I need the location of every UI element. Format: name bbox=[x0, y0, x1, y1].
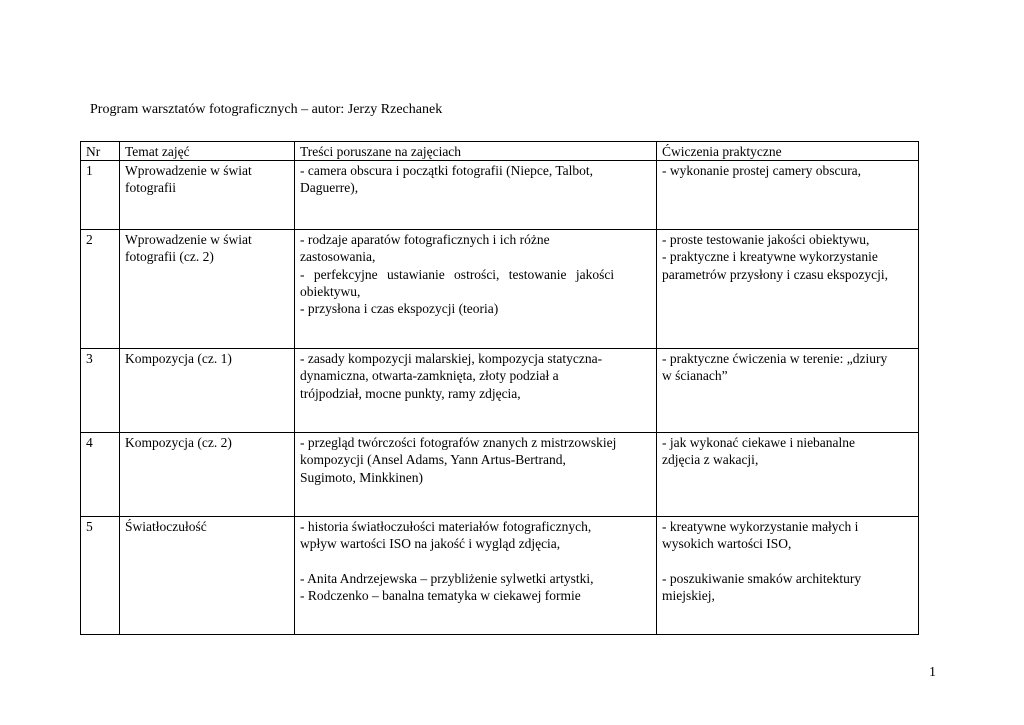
row-number-text: 3 bbox=[86, 351, 93, 367]
exercise-line: - proste testowanie jakości obiektywu, bbox=[662, 232, 870, 248]
content-line: Sugimoto, Minkkinen) bbox=[300, 469, 424, 485]
row-exercises bbox=[657, 349, 919, 433]
content-line: zastosowania, bbox=[300, 249, 376, 265]
row-number-text: 5 bbox=[86, 519, 93, 535]
row-content bbox=[295, 161, 657, 230]
row-topic bbox=[120, 517, 295, 635]
row-number bbox=[81, 433, 120, 517]
content-line: - przysłona i czas ekspozycji (teoria) bbox=[300, 301, 499, 317]
exercise-line: miejskiej, bbox=[662, 587, 715, 603]
content-line: - Rodczenko – banalna tematyka w ciekawej formie bbox=[300, 587, 581, 603]
content-line: Daguerre), bbox=[300, 180, 359, 196]
content-line: - historia światłoczułości materiałów fotograficznych, bbox=[300, 519, 592, 535]
header-content: Treści poruszane na zajęciach bbox=[295, 142, 657, 161]
row-exercises bbox=[657, 161, 919, 230]
row-number bbox=[81, 230, 120, 349]
table-row bbox=[81, 230, 919, 349]
row-topic bbox=[120, 161, 295, 230]
exercise-line: zdjęcia z wakacji, bbox=[662, 452, 759, 468]
table-row bbox=[81, 517, 919, 635]
row-content bbox=[295, 230, 657, 349]
exercise-line: - poszukiwanie smaków architektury bbox=[662, 570, 862, 586]
topic-line: Wprowadzenie w świat bbox=[125, 163, 252, 179]
row-topic bbox=[120, 230, 295, 349]
row-exercises bbox=[657, 433, 919, 517]
row-number-text: 2 bbox=[86, 232, 93, 248]
content-line: trójpodział, mocne punkty, ramy zdjęcia, bbox=[300, 385, 521, 401]
table-row bbox=[81, 433, 919, 517]
exercise-spacer bbox=[662, 553, 913, 570]
row-number-text: 1 bbox=[86, 163, 93, 179]
content-line: dynamiczna, otwarta-zamknięta, złoty podział a bbox=[300, 368, 559, 384]
row-number bbox=[81, 161, 120, 230]
exercise-line: - kreatywne wykorzystanie małych i bbox=[662, 519, 859, 535]
exercise-line: - praktyczne i kreatywne wykorzystanie bbox=[662, 249, 878, 265]
table-row bbox=[81, 349, 919, 433]
row-exercises bbox=[657, 517, 919, 635]
table-row bbox=[81, 161, 919, 230]
exercise-line: wysokich wartości ISO, bbox=[662, 536, 792, 552]
row-content bbox=[295, 517, 657, 635]
exercise-line: - wykonanie prostej camery obscura, bbox=[662, 163, 862, 179]
exercise-line: - praktyczne ćwiczenia w terenie: „dziury bbox=[662, 351, 888, 367]
row-content bbox=[295, 349, 657, 433]
content-line: wpływ wartości ISO na jakość i wygląd zdjęcia, bbox=[300, 536, 561, 552]
topic-line: fotografii bbox=[125, 180, 176, 196]
content-line: kompozycji (Ansel Adams, Yann Artus-Bertrand, bbox=[300, 452, 566, 468]
header-exercises: Ćwiczenia praktyczne bbox=[657, 142, 919, 161]
exercise-line: w ścianach” bbox=[662, 368, 728, 384]
topic-line: Kompozycja (cz. 2) bbox=[125, 435, 232, 451]
table-header-row bbox=[81, 142, 919, 161]
exercise-line: parametrów przysłony i czasu ekspozycji, bbox=[662, 266, 889, 282]
topic-line: fotografii (cz. 2) bbox=[125, 249, 214, 265]
program-table bbox=[80, 141, 919, 635]
content-line: - camera obscura i początki fotografii (Niepce, Talbot, bbox=[300, 163, 594, 179]
page-number: 1 bbox=[929, 665, 936, 680]
content-line: - rodzaje aparatów fotograficznych i ich różne bbox=[300, 232, 550, 248]
row-content bbox=[295, 433, 657, 517]
topic-line: Światłoczułość bbox=[125, 519, 207, 535]
row-exercises bbox=[657, 230, 919, 349]
document-title: Program warsztatów fotograficznych – autor: Jerzy Rzechanek bbox=[90, 102, 443, 117]
topic-line: Wprowadzenie w świat bbox=[125, 232, 252, 248]
header-topic: Temat zajęć bbox=[120, 142, 295, 161]
row-topic bbox=[120, 433, 295, 517]
content-line: - przegląd twórczości fotografów znanych z mistrzowskiej bbox=[300, 435, 617, 451]
row-number-text: 4 bbox=[86, 435, 93, 451]
row-number bbox=[81, 517, 120, 635]
content-line: - Anita Andrzejewska – przybliżenie sylwetki artystki, bbox=[300, 570, 594, 586]
content-line: - zasady kompozycji malarskiej, kompozycja statyczna- bbox=[300, 351, 603, 367]
exercise-line: - jak wykonać ciekawe i niebanalne bbox=[662, 435, 856, 451]
row-number bbox=[81, 349, 120, 433]
content-spacer bbox=[300, 553, 651, 570]
header-nr: Nr bbox=[81, 142, 120, 161]
topic-line: Kompozycja (cz. 1) bbox=[125, 351, 232, 367]
row-topic bbox=[120, 349, 295, 433]
content-line: obiektywu, bbox=[300, 283, 361, 299]
content-line: - perfekcyjne ustawianie ostrości, testowanie jakości bbox=[300, 266, 615, 282]
